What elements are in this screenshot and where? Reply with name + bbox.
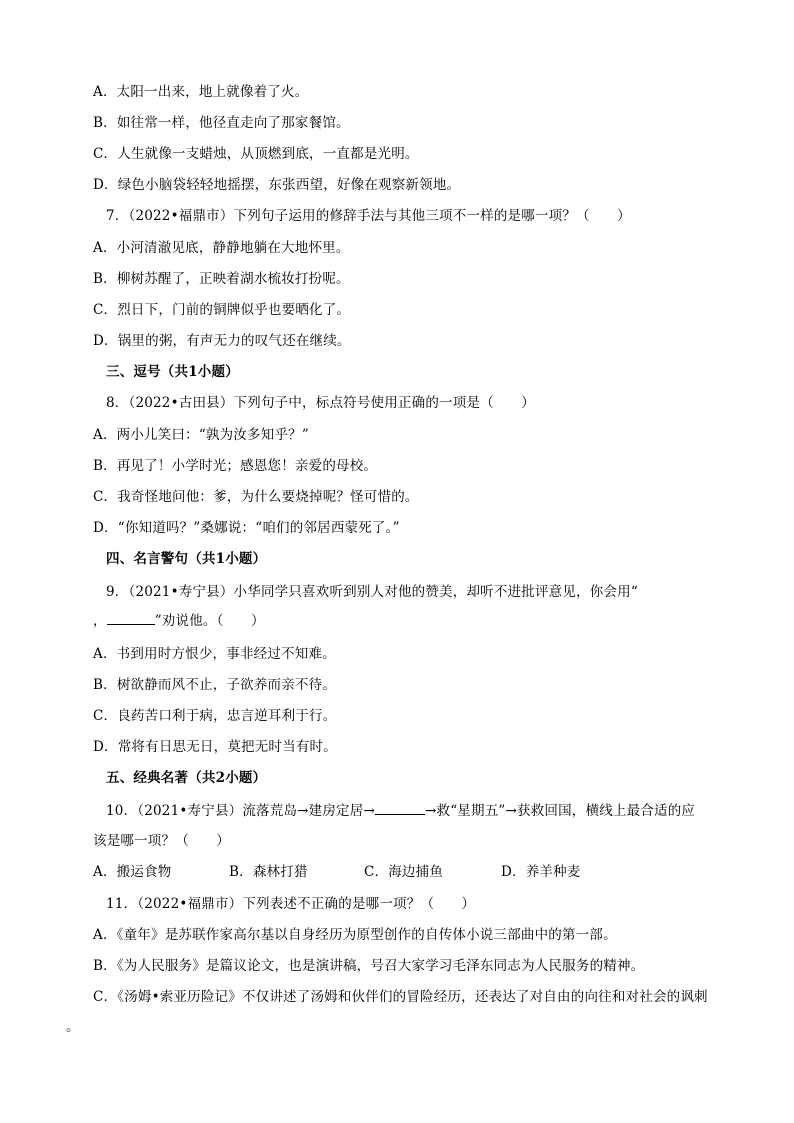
q6-option-d: D．绿色小脑袋轻轻地摇摆，东张西望，好像在观察新领地。 bbox=[93, 177, 461, 193]
q6-option-a: A．太阳一出来，地上就像着了火。 bbox=[93, 84, 309, 100]
q8-option-a: A．两小儿笑曰：“孰为汝多知乎？” bbox=[93, 427, 309, 443]
q10-option-b: B．森林打猎 bbox=[229, 864, 308, 880]
q10-option-a: A．搬运食物 bbox=[93, 864, 172, 880]
q10-option-c: C．海边捕鱼 bbox=[364, 864, 444, 880]
q11-stem: 11．（2022•福鼎市）下列表述不正确的是哪一项？（ ） bbox=[106, 896, 476, 912]
q8-option-d: D．“你知道吗？”桑娜说：“咱们的邻居西蒙死了。” bbox=[93, 520, 400, 536]
q9-stem-line1: 9．（2021•寿宁县）小华同学只喜欢听到别人对他的赞美，却听不进批评意见，你会用“ bbox=[106, 584, 638, 600]
q8-stem: 8．（2022•古田县）下列句子中，标点符号使用正确的一项是（ ） bbox=[106, 395, 535, 411]
q10-answer-blank bbox=[375, 802, 425, 815]
q10-option-d: D．养羊种麦 bbox=[501, 864, 581, 880]
q9-stem-line2 bbox=[93, 612, 265, 630]
q11-option-c: C．《汤姆•索亚历险记》不仅讲述了汤姆和伙伴们的冒险经历，还表达了对自由的向往和对社会的讽刺 bbox=[93, 989, 708, 1005]
q6-option-b: B．如往常一样，他径直走向了那家餐馆。 bbox=[93, 115, 350, 131]
q10-options-row bbox=[93, 863, 581, 881]
q11-option-c-tail: 。 bbox=[66, 1019, 80, 1035]
q9-stem-prefix: ， bbox=[93, 613, 107, 629]
q10-stem-line2: 该是哪一项？（ ） bbox=[93, 833, 230, 849]
q10-stem-suffix: →救“星期五”→获救回国，横线上最合适的应 bbox=[424, 803, 696, 819]
q8-option-c: C．我奇怪地问他：爹，为什么要烧掉呢？怪可惜的。 bbox=[93, 489, 419, 505]
q8-option-b: B．再见了！小学时光；感恩您！亲爱的母校。 bbox=[93, 458, 378, 474]
section-heading-3: 三、逗号（共1小题） bbox=[106, 364, 239, 380]
q10-stem-line1 bbox=[106, 802, 695, 820]
q9-option-b: B．树欲静而风不止，子欲养而亲不待。 bbox=[93, 677, 337, 693]
q9-option-d: D．常将有日思无日，莫把无时当有时。 bbox=[93, 739, 337, 755]
q7-stem: 7．（2022•福鼎市）下列句子运用的修辞手法与其他三项不一样的是哪一项？（ ） bbox=[106, 208, 631, 224]
q11-option-a: A．《童年》是苏联作家高尔基以自身经历为原型创作的自传体小说三部曲中的第一部。 bbox=[93, 927, 617, 943]
q9-stem-suffix: ”劝说他。（ ） bbox=[154, 613, 265, 629]
q6-option-c: C．人生就像一支蜡烛，从顶燃到底，一直都是光明。 bbox=[93, 146, 419, 162]
q9-option-c: C．良药苦口利于病，忠言逆耳利于行。 bbox=[93, 708, 337, 724]
q11-option-b: B．《为人民服务》是篇议论文，也是演讲稿，号召大家学习毛泽东同志为人民服务的精神。 bbox=[93, 958, 645, 974]
q9-option-a: A．书到用时方恨少，事非经过不知难。 bbox=[93, 646, 336, 662]
q9-answer-blank bbox=[107, 612, 155, 625]
q7-option-a: A．小河清澈见底，静静地躺在大地怀里。 bbox=[93, 240, 350, 256]
section-heading-5: 五、经典名著（共2小题） bbox=[106, 770, 267, 786]
q10-stem-prefix: 10．（2021•寿宁县）流落荒岛→建房定居→ bbox=[106, 803, 375, 819]
q7-option-c: C．烈日下，门前的铜牌似乎也要晒化了。 bbox=[93, 302, 351, 318]
q7-option-b: B．柳树苏醒了，正映着湖水梳妆打扮呢。 bbox=[93, 271, 350, 287]
section-heading-4: 四、名言警句（共1小题） bbox=[106, 551, 267, 567]
q7-option-d: D．锅里的粥，有声无力的叹气还在继续。 bbox=[93, 333, 351, 349]
